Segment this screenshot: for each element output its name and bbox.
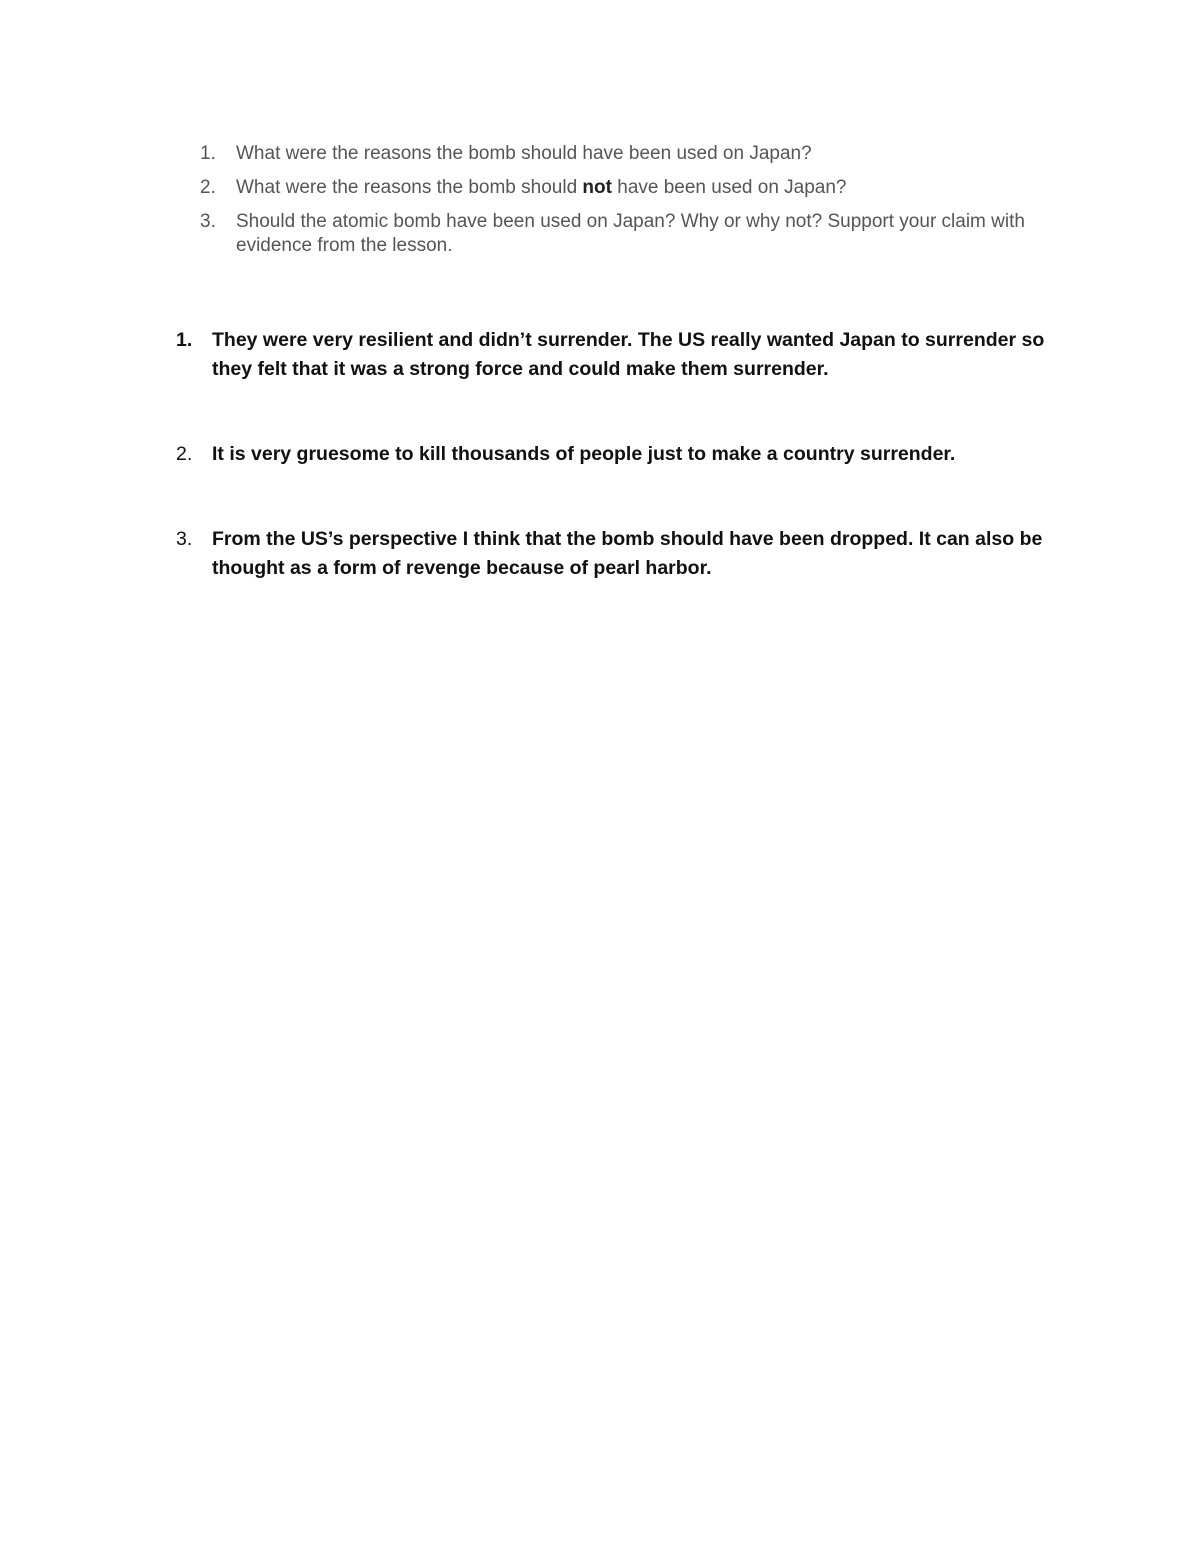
question-number: 1.: [200, 143, 216, 164]
answer-text: They were very resilient and didn’t surrender. The US really wanted Japan to surrender so they felt that it was a strong force and could make them surrender.: [212, 329, 1045, 380]
answer-text: It is very gruesome to kill thousands of people just to make a country surrender.: [212, 443, 956, 465]
answer-number: 3.: [176, 528, 193, 550]
question-item-1: [200, 142, 1060, 166]
question-item-2: [200, 176, 1060, 200]
answer-item-2: [176, 440, 1056, 469]
answer-list: [176, 326, 1056, 583]
question-text: What were the reasons the bomb should have been used on Japan?: [236, 143, 812, 164]
question-number: 3.: [200, 211, 216, 232]
answer-number: 1.: [176, 329, 193, 351]
answer-item-3: [176, 525, 1056, 583]
question-list: [200, 142, 1060, 268]
question-text-emphasis: not: [582, 177, 612, 198]
answer-text: From the US’s perspective I think that the bomb should have been dropped. It can also be thought as a form of revenge because of pearl harbor.: [212, 528, 1043, 579]
question-text: [236, 177, 847, 198]
question-item-3: [200, 210, 1060, 258]
answer-number: 2.: [176, 443, 193, 465]
question-text-start: What were the reasons the bomb should: [236, 177, 583, 198]
question-number: 2.: [200, 177, 216, 198]
answer-item-1: [176, 326, 1056, 384]
question-text-end: have been used on Japan?: [611, 177, 847, 198]
question-text: Should the atomic bomb have been used on Japan? Why or why not? Support your claim with evidence from the lesson.: [236, 211, 1025, 256]
